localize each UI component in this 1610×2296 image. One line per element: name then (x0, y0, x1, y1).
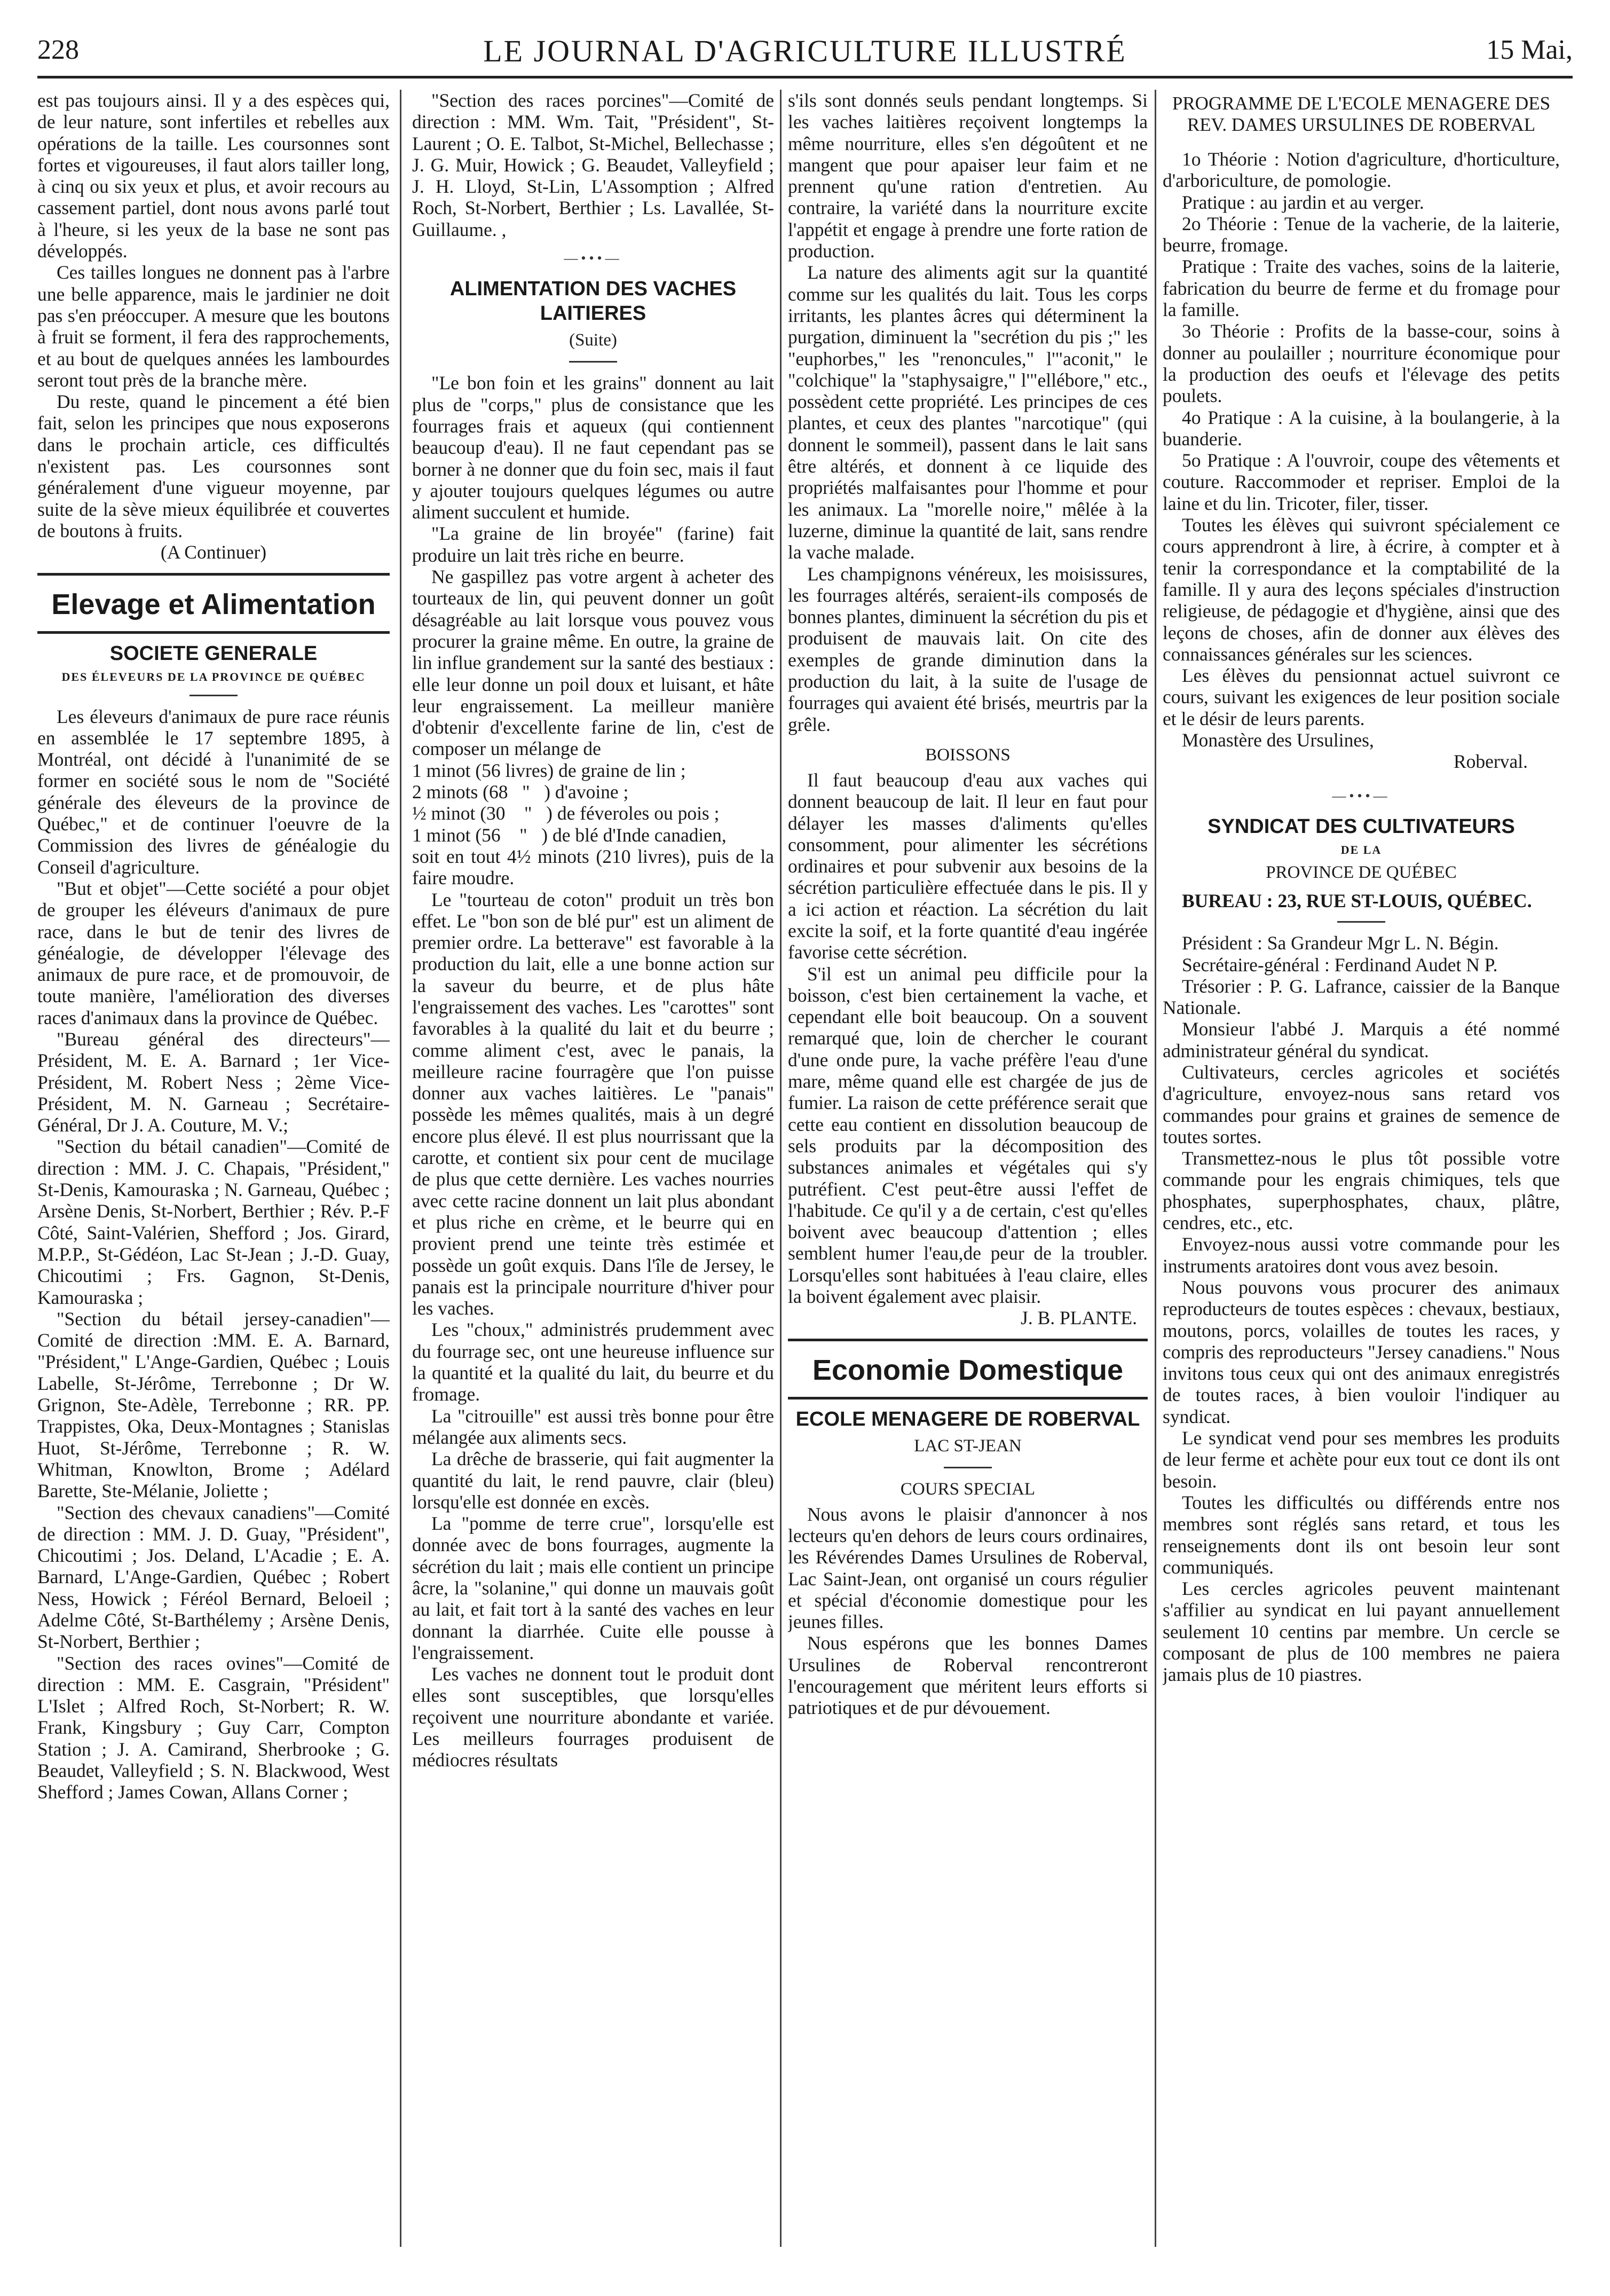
article-title: ALIMENTATION DES VACHES LAITIERES (449, 278, 737, 325)
paragraph: Les cercles agricoles peuvent maintenant s'affilier au syndicat en lui payant annuellement seulement 10 centins par membre. Un cercle se composant de plus de 100 membres ne paiera jamais plus de 10 piastres. (1163, 1578, 1560, 1686)
bureau-address: BUREAU : 23, RUE ST-LOUIS, QUÉBEC. (1182, 890, 1532, 911)
signature: Monastère des Ursulines, (1182, 729, 1374, 751)
section-divider (788, 1397, 1148, 1399)
section-divider (37, 631, 390, 634)
program-line: Pratique : au jardin et au verger. (1182, 191, 1424, 213)
ornament-divider: —•••— (1332, 788, 1391, 804)
paragraph: Le "tourteau de coton" produit un très bon effet. Le "bon son de blé pur" est un aliment de premier ordre. La betterave" est favorable à la production du lait, elle a une bonne action sur la saveur du beurre, et de plus hâte l'engraissement des vaches. Les "carottes" sont favorables à la qualité du lait et du beurre ; comme aliment c'est, avec le panais, la meilleure racine fourragère que l'on puisse donner aux vaches laitières. Le "panais" possède les mêmes qualités, mais à un degré encore plus élevé. Il est plus nourrissant que la carotte, et contient six pour cent de mucilage de plus que cette dernière. Les vaches nourries avec cette racine donnent un lait plus abondant et plus riche en crème, et le beurre qui en provient prend une teinte très estimée et possède un goût exquis. Dans l'île de Jersey, le panais est la principale nourriture d'hiver pour les vaches. (412, 888, 774, 1319)
program-line: 4o Pratique : A la cuisine, à la boulangerie, à la buanderie. (1163, 406, 1560, 450)
section-title: Economie Domestique (812, 1354, 1124, 1386)
column-3 (788, 90, 1148, 2247)
article-subtitle: DES ÉLEVEURS DE LA PROVINCE DE QUÉBEC (61, 670, 366, 683)
column-2 (412, 90, 774, 2247)
article-subtitle: DE LA (1340, 843, 1382, 856)
short-divider (569, 361, 617, 363)
program-line: 2o Théorie : Tenue de la vacherie, de la laiterie, beurre, fromage. (1163, 213, 1560, 256)
recipe-line: 1 minot (56 " ) de blé d'Inde canadien, (412, 824, 727, 846)
recipe-line: 1 minot (56 livres) de graine de lin ; (412, 759, 686, 781)
paragraph: s'ils sont donnés seuls pendant longtemps. Si les vaches laitières reçoivent longtemps la même nourriture, elles s'en dégoûtent et ne mangent que pour apaiser leur faim et ne prennent qu'une ration d'entretien. Au contraire, la variété dans la nourriture excite l'appétit et engage à prendre une forte ration de production. (788, 90, 1148, 262)
column-4 (1163, 90, 1560, 2247)
issue-date: 15 Mai, (1486, 35, 1573, 65)
paragraph: "Section des chevaux canadiens"—Comité de direction : MM. J. D. Guay, "Président", Chicoutimi ; Jos. Deland, L'Acadie ; E. A. Barnard, L'Ange-Gardien, Québec ; Robert Ness, Howick ; Féréol Bernard, Beloeil ; Adelme Côté, St-Barthélemy ; Arsène Denis, St-Norbert, Berthier ; (37, 1501, 390, 1653)
signature: Roberval. (1453, 751, 1528, 773)
column-rule (780, 90, 782, 2247)
program-line: Pratique : Traite des vaches, soins de la laiterie, fabrication du beurre de ferme et du fromage pour la famille. (1163, 256, 1560, 321)
article-title: SYNDICAT DES CULTIVATEURS (1208, 815, 1515, 838)
paragraph: Les éleveurs d'animaux de pure race réunis en assemblée le 17 septembre 1895, à Montréal, ont décidé à l'unanimité de se former en société sous le nom de "Société générale des éleveurs de la province de Québec," et de continuer l'oeuvre de la Commission des livres de généalogie du Conseil d'agriculture. (37, 705, 390, 878)
signature: J. B. PLANTE. (1021, 1307, 1137, 1329)
paragraph: La "pomme de terre crue", lorsqu'elle est donnée avec de bons fourrages, augmente la sécrétion du lait ; mais elle contient un principe âcre, la "solanine," qui donne un mauvais goût au lait, et fait tort à la santé des vaches en leur donnant la diarrhée. Cuite elle pousse à l'engraissement. (412, 1513, 774, 1663)
paragraph: soit en tout 4½ minots (210 livres), puis de la faire moudre. (412, 845, 774, 889)
paragraph: est pas toujours ainsi. Il y a des espèces qui, de leur nature, sont infertiles et rebelles aux opérations de la taille. Les coursonnes sont fortes et vigoureuses, il faut alors tailler long, à cinq ou six yeux et plus, et avoir recours au cassement partiel, dont nous avons parlé tout à l'heure, si les yeux de la base ne sont pas développés. (37, 90, 390, 262)
recipe-line: ½ minot (30 " ) de féveroles ou pois ; (412, 803, 720, 824)
officer-line: Secrétaire-général : Ferdinand Audet N P. (1182, 954, 1498, 976)
ornament-divider: —•••— (564, 250, 622, 266)
paragraph: "Bureau général des directeurs"—Président, M. E. A. Barnard ; 1er Vice-Président, M. Robert Ness ; 2ème Vice-Président, M. N. Garneau ; Secrétaire-Général, Dr J. A. Couture, M. V.; (37, 1028, 390, 1136)
column-rule (1155, 90, 1156, 2247)
journal-title: LE JOURNAL D'AGRICULTURE ILLUSTRÉ (483, 34, 1127, 68)
paragraph: Les champignons vénéreux, les moisissures, les fourrages altérés, seraient-ils composés de bonnes plantes, diminuent la sécrétion du pis et produisent de mauvais lait. On cite des exemples de grande diminution dans la production du lait, à la suite de l'usage de fourrages qui avaient été brisés, meurtris par la grêle. (788, 563, 1148, 735)
program-line: 5o Pratique : A l'ouvroir, coupe des vêtements et couture. Raccommoder et repriser. Emploi de la laine et du lin. Tricoter, filer, tisser. (1163, 450, 1560, 514)
article-subtitle: (Suite) (569, 331, 617, 350)
article-title: SOCIETE GENERALE (109, 642, 318, 665)
program-line: 1o Théorie : Notion d'agriculture, d'horticulture, d'arboriculture, de pomologie. (1163, 148, 1560, 192)
paragraph: La nature des aliments agit sur la quantité comme sur les qualités du lait. Tous les corps irritants, les plantes âcres qui déterminent la purgation, diminuent la "secrétion du pis ;" les "euphorbes," les "renoncules," l'"aconit," le "colchique" la "staphysaigre," l'"ellébore," etc., possèdent cette propriété. Les principes de ces plantes, et ceux des plantes "narcotique" (qui donnent le sommeil), passent dans le lait sans être altérés, et donnent à ce liquide des propriétés malfaisantes pour l'homme et pour les animaux. La "morelle noire," mêlée à la luzerne, diminue la quantité de lait, sans rendre la vache malade. (788, 262, 1148, 563)
paragraph: Toutes les difficultés ou différends entre nos membres sont réglés sans retard, et tous les renseignements dont ils ont besoin leur sont communiqués. (1163, 1491, 1560, 1578)
paragraph: "Section du bétail canadien"—Comité de direction : MM. J. C. Chapais, "Président," St-Denis, Kamouraska ; N. Garneau, Québec ; Arsène Denis, St-Norbert, Berthier ; Rév. P.-F Côté, Saint-Valérien, Shefford ; Jos. Girard, M.P.P., St-Gédéon, Lac St-Jean ; J.-D. Guay, Chicoutimi ; Frs. Gagnon, St-Denis, Kamouraska ; (37, 1136, 390, 1308)
section-title: Elevage et Alimentation (51, 588, 376, 620)
recipe-line: 2 minots (68 " ) d'avoine ; (412, 781, 629, 803)
paragraph: Envoyez-nous aussi votre commande pour les instruments aratoires dont vous avez besoin. (1163, 1233, 1560, 1277)
short-divider (1337, 921, 1385, 923)
section-divider (788, 1339, 1148, 1341)
officer-line: Trésorier : P. G. Lafrance, caissier de la Banque Nationale. (1163, 975, 1560, 1019)
paragraph: Monsieur l'abbé J. Marquis a été nommé administrateur général du syndicat. (1163, 1018, 1560, 1061)
continued-note: (A Continuer) (160, 541, 267, 563)
page-number: 228 (37, 35, 79, 65)
subheading: BOISSONS (925, 745, 1011, 765)
paragraph: Nous pouvons vous procurer des animaux reproducteurs de toutes espèces : chevaux, bestiaux, moutons, porcs, volailles de toutes les races, y compris des reproducteurs "Jersey canadiens." Nous invitons tous ceux qui ont des animaux enregistrés de toutes races, à bien vouloir l'indiquer au syndicat. (1163, 1276, 1560, 1427)
paragraph: "Section des races ovines"—Comité de direction : MM. E. Casgrain, "Président" L'Islet ; Alfred Roch, St-Norbert; R. W. Frank, Kingsbury ; Guy Carr, Compton Station ; J. A. Camirand, Sherbrooke ; G. Beaudet, Valleyfield ; S. N. Blackwood, West Shefford ; James Cowan, Allans Corner ; (37, 1652, 390, 1803)
subheading: COURS SPECIAL (900, 1479, 1036, 1499)
masthead (37, 28, 1573, 78)
article-subtitle: PROVINCE DE QUÉBEC (1266, 862, 1457, 882)
paragraph: Cultivateurs, cercles agricoles et sociétés d'agriculture, envoyez-nous sans retard vos commandes pour grains et graines de semence de toutes sortes. (1163, 1061, 1560, 1147)
paragraph: Les "choux," administrés prudemment avec du fourrage sec, ont une heureuse influence sur la quantité et la qualité du lait, du beurre et du fromage. (412, 1319, 774, 1405)
paragraph: "Le bon foin et les grains" donnent au lait plus de "corps," plus de consistance que les fourrages frais et aqueux (qui contiennent beaucoup d'eau). Il ne faut cependant pas se borner à ne donner que du foin sec, mais il faut y ajouter toujours quelques légumes ou autre aliment succulent et humide. (412, 372, 774, 523)
article-subtitle: LAC ST-JEAN (914, 1436, 1022, 1456)
paragraph: S'il est un animal peu difficile pour la boisson, c'est bien certainement la vache, et cependant elle boit beaucoup. On a souvent remarqué que, loin de chercher le courant d'une onde pure, la vache préfère l'eau d'une mare, même quand elle est chargée de jus de fumier. La raison de cette préférence serait que cette eau contient en dissolution beaucoup de sels produits par la décomposition des substances animales et végétales qui s'y putréfient. C'est peut-être aussi l'effet de l'habitude. Ce qu'il y a de certain, c'est qu'elles boivent avec beaucoup d'attention ; elles semblent humer l'eau,de peur de la troubler. Lorsqu'elles sont habituées à l'eau claire, elles la boivent également avec plaisir. (788, 963, 1148, 1308)
paragraph: "Section des races porcines"—Comité de direction : MM. Wm. Tait, "Président", St-Laurent ; O. E. Talbot, St-Michel, Bellechasse ; J. G. Muir, Howick ; G. Beaudet, Valleyfield ; J. H. Lloyd, St-Lin, L'Assomption ; Alfred Roch, St-Norbert, Berthier ; Ls. Lavallée, St-Guillaume. , (412, 90, 774, 240)
paragraph: Il faut beaucoup d'eau aux vaches qui donnent beaucoup de lait. Il leur en faut pour délayer les masses d'aliments qu'elles consomment, pour alimenter les sécrétions ordinaires et pour subvenir aux besoins de la sécrétion particulière effectuée dans le pis. Il y a ici action et réaction. La sécrétion du lait excite la soif, et la forte quantité d'eau ingérée favorise cette sécrétion. (788, 769, 1148, 963)
column-rule (400, 90, 401, 2247)
paragraph: Les élèves du pensionnat actuel suivront ce cours, suivant les exigences de leur position sociale et le désir de leurs parents. (1163, 665, 1560, 729)
officer-line: Président : Sa Grandeur Mgr L. N. Bégin. (1182, 932, 1499, 954)
paragraph: "But et objet"—Cette société a pour objet de grouper les éléveurs d'animaux de pure race, dans le but de tenir des livres de généalogie, de développer l'élevage des animaux de pure race, et de promouvoir, de toute manière, l'amélioration des diverses races d'animaux dans la province de Québec. (37, 877, 390, 1028)
program-line: 3o Théorie : Profits de la basse-cour, soins à donner au poulailler ; nourriture économique pour la production des oeufs et l'élevage des petits poulets. (1163, 320, 1560, 407)
paragraph: Ces tailles longues ne donnent pas à l'arbre une belle apparence, mais le jardinier ne doit pas s'en préoccuper. A mesure que les boutons à fruit se forment, il fera des rapprochements, et au bout de quelques années les lambourdes seront tout près de la branche mère. (37, 262, 390, 391)
section-divider (37, 573, 390, 576)
short-divider (190, 695, 238, 696)
paragraph: Nous espérons que les bonnes Dames Ursulines de Roberval rencontreront l'encouragement que méritent leurs efforts si patriotiques et de pur dévouement. (788, 1632, 1148, 1719)
paragraph: Du reste, quand le pincement a été bien fait, selon les principes que nous exposerons dans le prochain article, ces difficultés n'existent pas. Les coursonnes sont généralement d'une vigueur moyenne, par suite de la sève mieux équilibrée et couvertes de boutons à fruits. (37, 391, 390, 541)
program-heading: PROGRAMME DE L'ECOLE MENAGERE DES REV. DAMES URSULINES DE ROBERVAL (1172, 93, 1551, 135)
paragraph: Toutes les élèves qui suivront spécialement ce cours apprendront à lire, à écrire, à compter et à tenir la correspondance et la comptabilité de la famille. Il y aura des leçons spéciales d'instruction religieuse, de pédagogie et d'hygiène, ainsi que des leçons de choses, afin de donner aux élèves des connaissances générales sur les sciences. (1163, 514, 1560, 665)
paragraph: Nous avons le plaisir d'annoncer à nos lecteurs qu'en dehors de leurs cours ordinaires, les Révérendes Dames Ursulines de Roberval, Lac Saint-Jean, ont organisé un cours régulier et spécial d'économie domestique pour les jeunes filles. (788, 1503, 1148, 1633)
paragraph: Les vaches ne donnent tout le produit dont elles sont susceptibles, que lorsqu'elles reçoivent une nourriture abondante et variée. Les meilleurs fourrages produisent de médiocres résultats (412, 1663, 774, 1771)
column-1 (37, 90, 390, 2247)
article-title: ECOLE MENAGERE DE ROBERVAL (795, 1408, 1140, 1430)
paragraph: Transmettez-nous le plus tôt possible votre commande pour les engrais chimiques, tels que phosphates, superphosphates, chaux, plâtre, cendres, etc., etc. (1163, 1147, 1560, 1234)
paragraph: Ne gaspillez pas votre argent à acheter des tourteaux de lin, qui peuvent donner un goût désagréable au lait lorsque vous pouvez vous procurer la graine même. En outre, la graine de lin influe grandement sur la santé des bestiaux : elle leur donne un poil doux et luisant, et hâte leur engraissement. La meilleur manière d'obtenir d'excellente farine de lin, c'est de composer un mélange de (412, 566, 774, 760)
paragraph: Le syndicat vend pour ses membres les produits de leur ferme et achète pour eux tout ce dont ils ont besoin. (1163, 1427, 1560, 1492)
short-divider (944, 1467, 992, 1468)
paragraph: La drêche de brasserie, qui fait augmenter la quantité du lait, le rend pauvre, clair (bleu) lorsqu'elle est donnée en excès. (412, 1448, 774, 1513)
paragraph: La "citrouille" est aussi très bonne pour être mélangée aux aliments secs. (412, 1405, 774, 1448)
paragraph: "La graine de lin broyée" (farine) fait produire un lait très riche en beurre. (412, 523, 774, 566)
paragraph: "Section du bétail jersey-canadien"—Comité de direction :MM. E. A. Barnard, "Président," L'Ange-Gardien, Québec ; Louis Labelle, St-Jérôme, Terrebonne ; Dr W. Grignon, Ste-Adèle, Terrebonne ; RR. PP. Trappistes, Oka, Deux-Montagnes ; Stanislas Huot, St-Jérôme, Terrebonne ; R. W. Whitman, Knowlton, Brome ; Adélard Barette, Ste-Mélanie, Joliette ; (37, 1308, 390, 1502)
